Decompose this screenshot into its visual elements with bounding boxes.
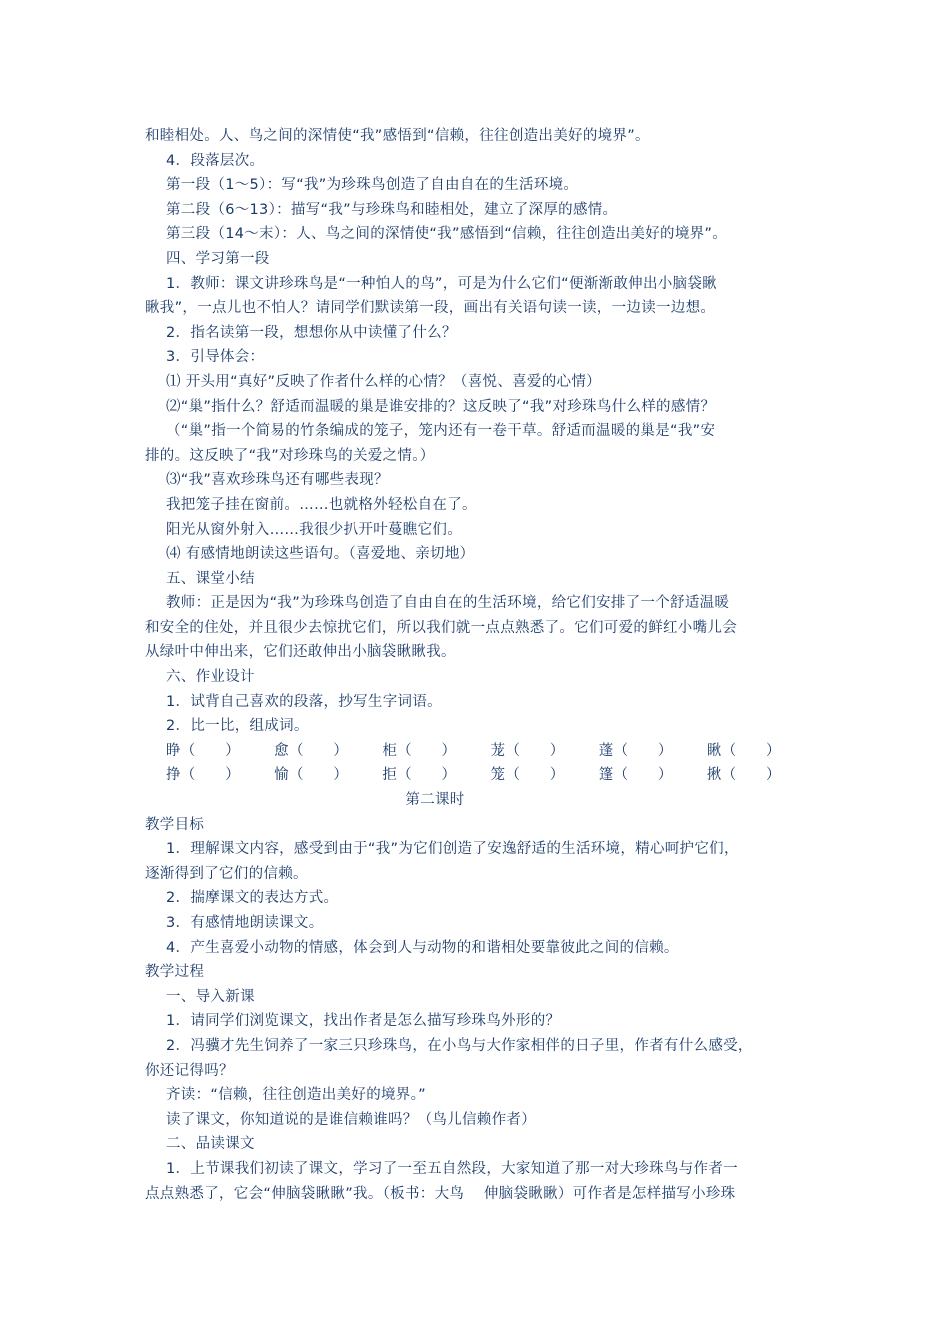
text-line: ⑶“我”喜欢珍珠鸟还有哪些表现？ [166,472,389,489]
word-grid-cell: 揪（ ） [706,767,781,784]
text-line: 1．请同学们浏览课文，找出作者是怎么描写珍珠鸟外形的？ [166,1013,561,1030]
text-line: 3．有感情地朗读课文。 [166,915,324,931]
text-line: 和睦相处。人、鸟之间的深情使“我”感悟到“信赖，往往创造出美好的境界”。 [145,128,650,144]
document-body [145,124,815,1206]
word-grid-cell: 愈（ ） [274,742,349,759]
word-grid-cell: 拒（ ） [382,767,457,784]
section-heading: 第二课时 [405,792,465,809]
text-line: 2．指名读第一段，想想你从中读懂了什么？ [166,324,457,341]
text-block-lesson-two [145,813,815,1207]
text-line: 第一段（1～5）：写“我”为珍珠鸟创造了自由自在的生活环境。 [166,177,579,194]
text-line: 逐渐得到了它们的信赖。 [145,865,308,882]
text-line: 二、品读课文 [166,1136,255,1153]
word-grid-cell: 茏（ ） [490,742,565,759]
text-line: 从绿叶中伸出来，它们还敢伸出小脑袋瞅瞅我。 [145,644,456,661]
text-line: ⑴ 开头用“真好”反映了作者什么样的心情？（喜悦、喜爱的心情） [166,373,601,390]
text-line: （“巢”指一个简易的竹条编成的笼子，笼内还有一卷干草。舒适而温暖的巢是“我”安 [166,423,716,440]
text-line: 教师：正是因为“我”为珍珠鸟创造了自由自在的生活环境，给它们安排了一个舒适温暖 [166,595,730,612]
text-line: 排的。这反映了“我”对珍珠鸟的关爱之情。） [145,447,435,464]
word-grid-cell: 蓬（ ） [598,742,673,759]
text-line: 1．上节课我们初读了课文，学习了一至五自然段，大家知道了那一对大珍珠鸟与作者一 [166,1160,738,1177]
word-grid-row [145,763,815,788]
word-grid-cell: 柜（ ） [382,742,457,759]
word-grid-cell: 笼（ ） [490,767,565,784]
text-line: 2．揣摩课文的表达方式。 [166,890,339,907]
text-line: 我把笼子挂在窗前。……也就格外轻松自在了。 [166,496,477,513]
text-line: 点点熟悉了，它会“伸脑袋瞅瞅”我。（板书：大鸟 伸脑袋瞅瞅）可作者是怎样描写小珍珠 [145,1185,736,1202]
text-line: 1．教师：课文讲珍珠鸟是“一种怕人的鸟”，可是为什么它们“便渐渐敢伸出小脑袋瞅 [166,275,717,292]
text-line: 1．试背自己喜欢的段落，抄写生字词语。 [166,693,442,710]
text-line: 第二段（6～13）：描写“我”与珍珠鸟和睦相处，建立了深厚的感情。 [166,201,618,218]
word-grid-row [145,739,815,764]
text-line: 4．段落层次。 [166,152,265,169]
text-line: 第三段（14～末）：人、鸟之间的深情使“我”感悟到“信赖，往往创造出美好的境界”。 [166,226,728,243]
text-line: 一、导入新课 [166,988,255,1005]
text-line: 2．冯骥才先生饲养了一家三只珍珠鸟，在小鸟与大作家相伴的日子里，作者有什么感受， [166,1037,753,1054]
text-line: 教学目标 [145,816,205,833]
text-line: 3．引导体会： [166,349,265,366]
word-grid-cell: 瞅（ ） [706,742,781,759]
text-line: 四、学习第一段 [166,250,270,267]
text-line: ⑷ 有感情地朗读这些语句。（喜爱地、亲切地） [166,546,475,563]
word-grid-cell: 愉（ ） [274,767,349,784]
text-block-lesson-one [145,124,815,739]
text-line: 阳光从窗外射入……我很少扒开叶蔓瞧它们。 [166,521,462,538]
text-line: 六、作业设计 [166,669,255,686]
text-line: 4．产生喜爱小动物的情感，体会到人与动物的和谐相处要靠彼此之间的信赖。 [166,939,679,956]
text-line: 教学过程 [145,964,205,981]
word-grid-cell: 挣（ ） [166,767,240,784]
word-grid-cell: 篷（ ） [598,767,673,784]
text-line: 读了课文，你知道说的是谁信赖谁吗？（鸟儿信赖作者） [166,1111,536,1128]
text-line: 2．比一比，组成词。 [166,718,309,735]
word-grid-cell: 睁（ ） [166,742,240,759]
text-line: 1．理解课文内容，感受到由于“我”为它们创造了安逸舒适的生活环境，精心呵护它们， [166,841,739,858]
text-line: 齐读：“信赖，往往创造出美好的境界。” [166,1087,426,1104]
text-line: 瞅我”，一点儿也不怕人？请同学们默读第一段，画出有关语句读一读，一边读一边想。 [145,300,716,317]
text-line: ⑵“巢”指什么？舒适而温暖的巢是谁安排的？这反映了“我”对珍珠鸟什么样的感情？ [166,398,716,415]
word-compare-grid [145,739,815,788]
text-line: 你还记得吗？ [145,1062,234,1079]
text-line: 五、课堂小结 [166,570,255,587]
text-line: 和安全的住处，并且很少去惊扰它们，所以我们就一点点熟悉了。它们可爱的鲜红小嘴儿会 [145,619,737,636]
